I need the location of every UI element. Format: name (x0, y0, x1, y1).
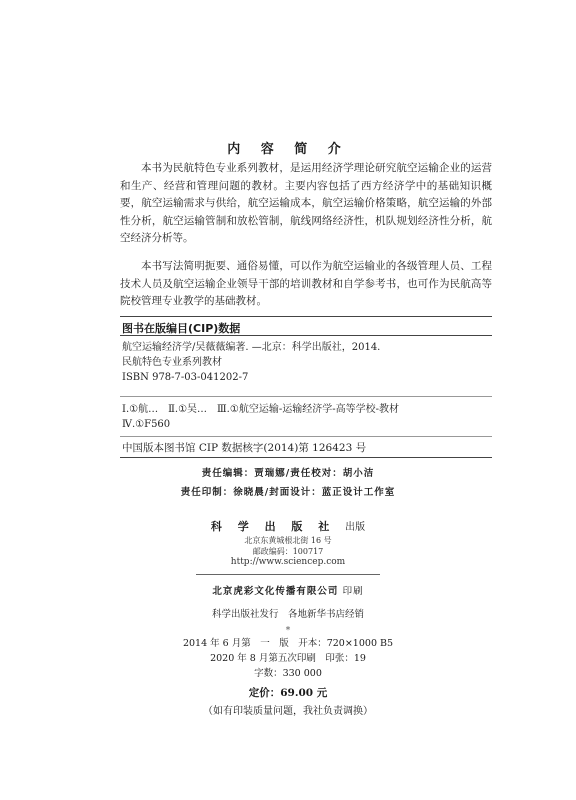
section-title: 内 容 简 介 (227, 142, 349, 157)
price: 定价：69.00 元 (248, 687, 328, 699)
distribution-line: 科学出版社发行 各地新华书店经销 (211, 609, 364, 620)
printing-line: 2020 年 8 月第五次印刷 印张：19 (210, 653, 366, 664)
publisher-logo-text: 科 学 出 版 社 (210, 520, 336, 533)
wordcount-line: 字数：330 000 (254, 668, 322, 679)
divider-star: * (285, 626, 291, 636)
publisher-rule (196, 574, 380, 575)
publisher-postcode: 邮政编码：100717 (252, 547, 324, 556)
cip-title-line: 航空运输经济学/吴薇薇编著. —北京：科学出版社，2014. (122, 342, 381, 353)
cip-heading-rule (120, 335, 492, 336)
cip-mid-rule (120, 396, 492, 397)
cip-bibliographic-block (122, 340, 492, 385)
edition-line: 2014 年 6 月第 一 版 开本：720×1000 B5 (182, 638, 394, 649)
cip-classification-block (122, 402, 492, 432)
printer-suffix: 印刷 (342, 586, 364, 597)
summary-paragraph-2: 本书写法简明扼要、通俗易懂，可以作为航空运输业的各级管理人员、工程技术人员及航空运输企业领导干部的培训教材和自学参考书，也可作为民航高等院校管理专业教学的基础教材。 (120, 260, 492, 308)
cip-isbn-line: ISBN 978-7-03-041202-7 (122, 372, 249, 383)
edition-specs (0, 636, 576, 681)
printer-line (0, 583, 576, 597)
cip-lower-rule (120, 436, 492, 437)
production-credits: 责任印制：徐晓晨/封面设计：蓝正设计工作室 (180, 487, 396, 498)
publisher-name (0, 518, 576, 534)
quality-notice: （如有印装质量问题，我社负责调换） (203, 706, 373, 717)
cip-bottom-rule (120, 457, 492, 458)
cip-top-rule (120, 316, 492, 317)
cip-record-number: 中国版本图书馆 CIP 数据核字(2014)第 126423 号 (122, 442, 367, 454)
cip-series-line: 民航特色专业系列教材 (122, 357, 222, 368)
editor-credits: 责任编辑：贾瑞娜/责任校对：胡小洁 (201, 468, 375, 479)
cip-class-line-2: Ⅳ.①F560 (122, 419, 171, 430)
cip-heading: 图书在版编目(CIP)数据 (122, 322, 241, 335)
summary-paragraph-1: 本书为民航特色专业系列教材，是运用经济学理论研究航空运输企业的运营和生产、经营和管理问题的教材。主要内容包括了西方经济学中的基础知识概要，航空运输需求与供给，航空运输成本，航空运输价格策略，航空运输的外部性分析，航空运输管制和放松管制，航线网络经济性，机队规划经济性分析，航空经济分析等。 (120, 162, 492, 245)
publisher-suffix: 出版 (345, 522, 366, 533)
cip-class-line-1: Ⅰ.①航… Ⅱ.①吴… Ⅲ.①航空运输-运输经济学-高等学校-教材 (122, 404, 399, 415)
publisher-address: 北京东黄城根北街 16 号 (244, 536, 332, 545)
publisher-url: http://www.sciencep.com (230, 557, 346, 567)
printer-name: 北京虎彩文化传播有限公司 (212, 586, 339, 597)
